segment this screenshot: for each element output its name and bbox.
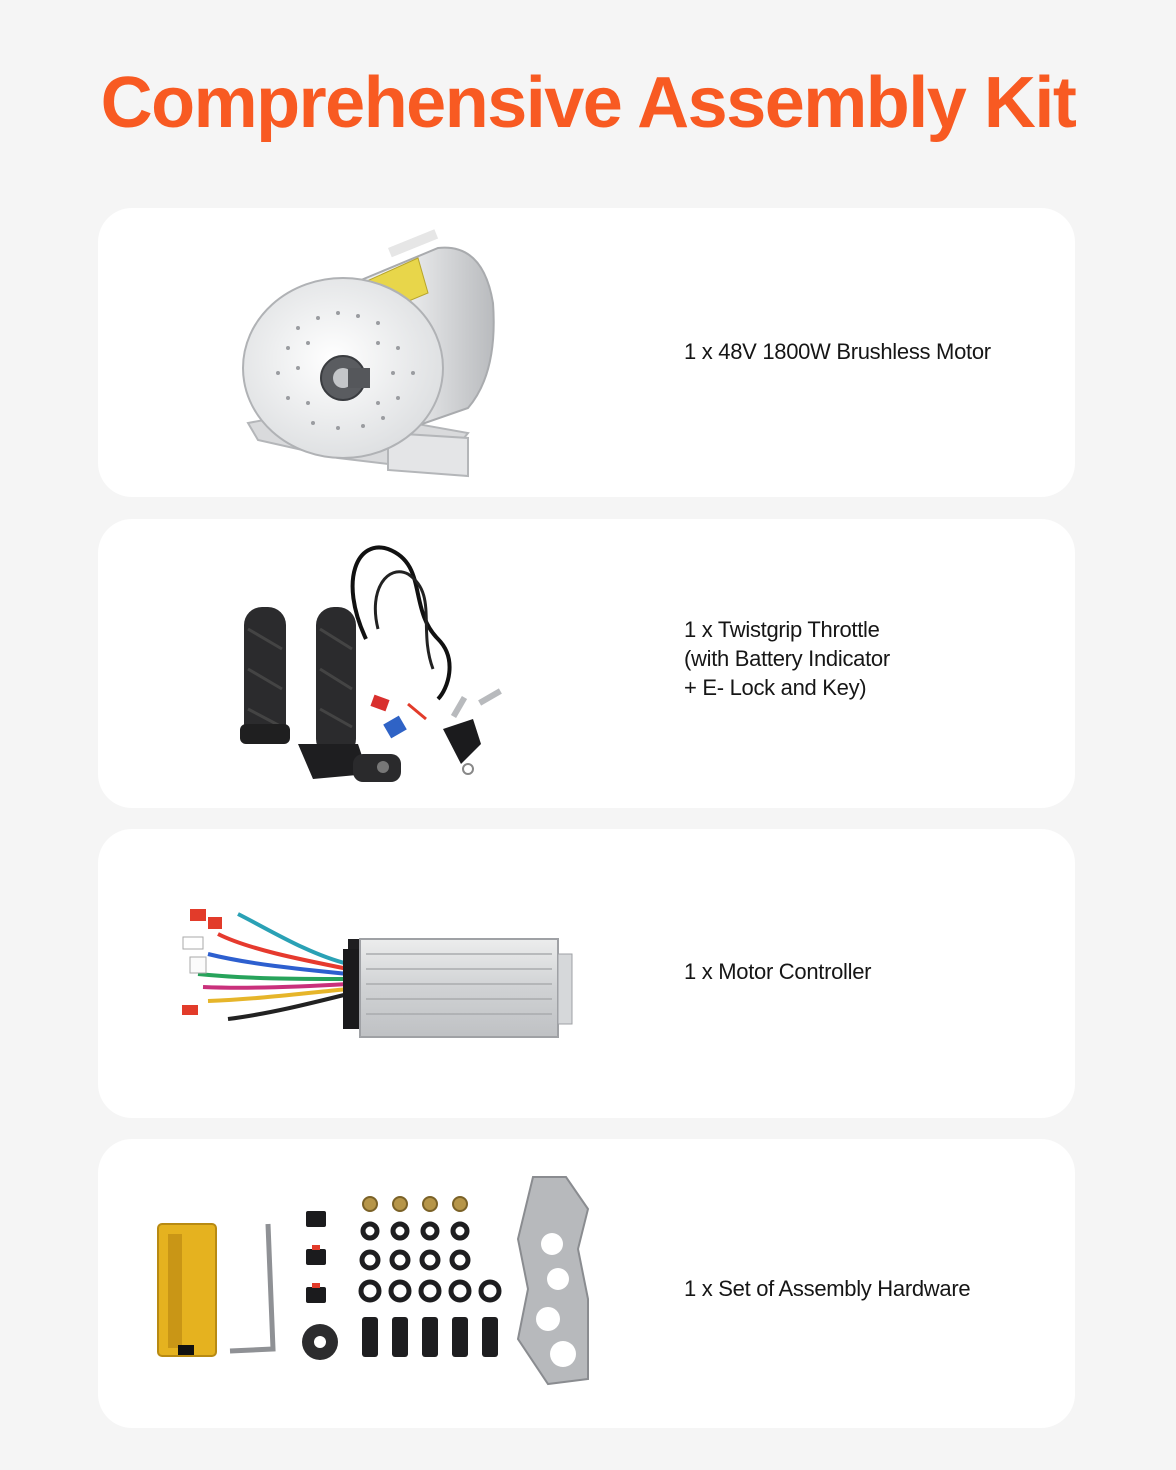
item-label [684, 337, 1054, 366]
item-label-line: 1 x Motor Controller [684, 959, 872, 984]
item-label-line: 1 x Twistgrip Throttle [684, 617, 880, 642]
twistgrip-throttle-image [138, 519, 638, 808]
item-card-throttle [98, 519, 1075, 808]
item-label-line: + E- Lock and Key) [684, 675, 867, 700]
page-title: Comprehensive Assembly Kit [100, 63, 1076, 143]
item-label [684, 615, 1054, 702]
brushless-motor-image [138, 208, 638, 497]
assembly-hardware-image [138, 1139, 638, 1428]
item-card-controller [98, 829, 1075, 1118]
item-card-hardware [98, 1139, 1075, 1428]
item-card-motor [98, 208, 1075, 497]
item-label-line: 1 x Set of Assembly Hardware [684, 1276, 971, 1301]
item-label-line: 1 x 48V 1800W Brushless Motor [684, 339, 991, 364]
item-label [684, 957, 1054, 986]
item-label [684, 1274, 1054, 1303]
item-label-line: (with Battery Indicator [684, 646, 890, 671]
motor-controller-image [138, 829, 638, 1118]
